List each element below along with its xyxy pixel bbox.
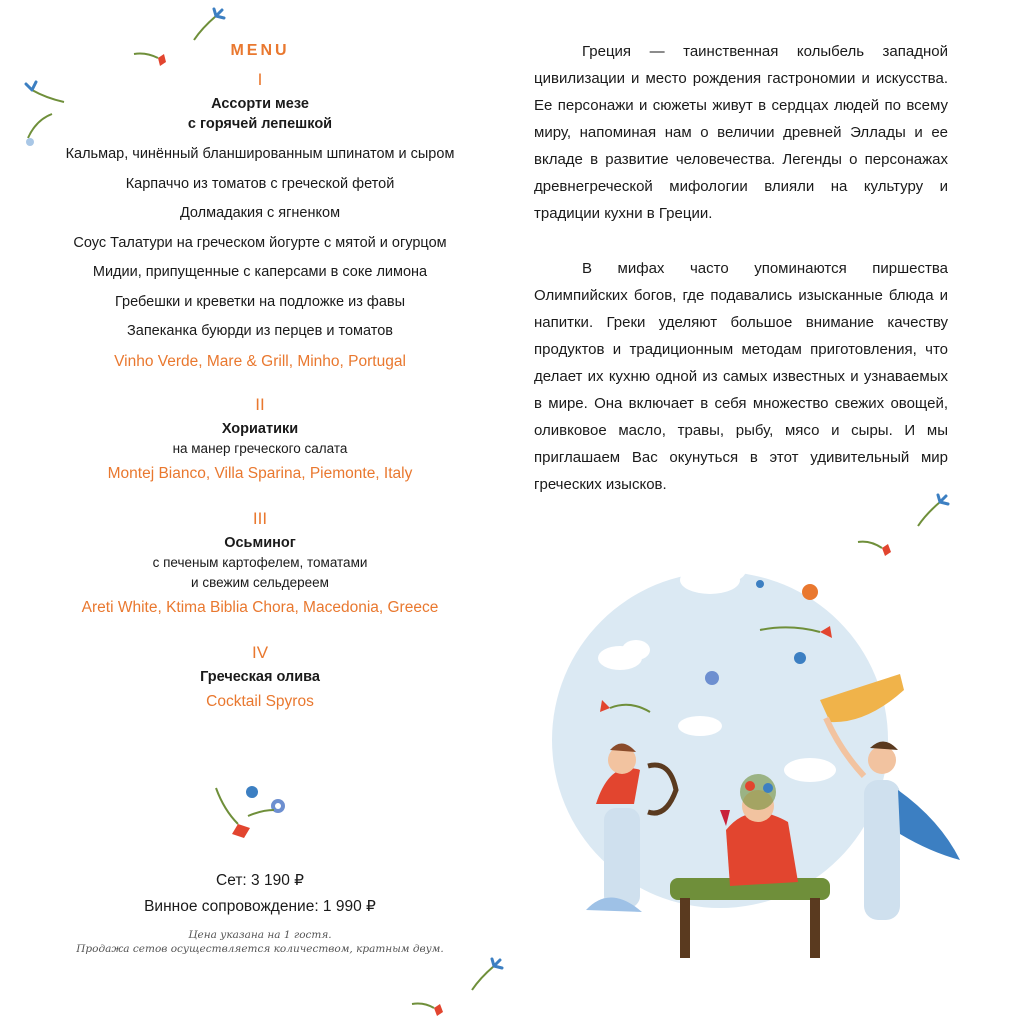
dish-item: Карпаччо из томатов с греческой фетой [125,175,395,192]
set-price: Сет: 3 190 ₽ [216,872,304,889]
wine-pairing-price: Винное сопровождение: 1 990 ₽ [144,898,376,915]
course-description: на манер греческого салата [172,440,348,456]
price-note: Продажа сетов осуществляется количеством, кратным двум. [76,943,444,955]
intro-text [534,38,948,526]
wine-pairing: Montej Bianco, Villa Sparina, Piemonte, Italy [107,464,413,482]
course-title: Хориатики [221,420,299,437]
menu-column [20,36,500,737]
flower-bouquet-icon [208,780,292,844]
course-title: Греческая олива [200,668,320,685]
flower-sprig-icon [22,80,72,150]
course-title: Осьминог [224,534,296,551]
flower-sprig-icon [466,956,506,996]
intro-paragraph: В мифах часто упоминаются пиршества Олимпийских богов, где подавались изысканные блюда и напитки. Греки уделяют большое внимание качеству продуктов и традиционным методам приготовления, что делает их кухню одной из самых известных и узнаваемых в мире. Она включает в себя множество свежих овощей, оливковое масло, травы, рыбу, мясо и сыры. И мы приглашаем Вас окунуться в этот удивительный мир греческих изысков. [534,260,948,493]
dish-item: Кальмар, чинённый бланшированным шпинатом и сыром [65,146,455,162]
course-numeral: I [257,70,263,89]
flower-sprig-icon [132,44,172,74]
price-note: Цена указана на 1 гостя. [188,929,332,941]
course-description: с печеным картофелем, томатами [152,554,368,570]
greek-feast-illustration [520,540,980,990]
price-block [20,868,500,956]
flower-sprig-icon [912,492,952,532]
flower-sprig-icon [410,996,450,1022]
dish-item: Запеканка буюрди из перцев и томатов [127,323,393,339]
dish-item: Гребешки и креветки на подложке из фавы [114,293,406,310]
course-title: Ассорти мезе с горячей лепешкой [187,96,333,132]
dish-item: Мидии, припущенные с каперсами в соке лимона [92,264,428,280]
wine-pairing: Vinho Verde, Mare & Grill, Minho, Portugal [114,352,406,370]
wine-pairing: Areti White, Ktima Biblia Chora, Macedonia, Greece [81,598,439,616]
course-3 [20,509,500,619]
dish-item: Соус Талатури на греческом йогурте с мятой и огурцом [73,234,447,251]
course-1 [20,70,500,373]
dish-item: Долмадакия с ягненком [179,205,341,221]
course-numeral: IV [251,642,269,662]
flower-sprig-icon [186,6,226,46]
intro-paragraph: Греция — таинственная колыбель западной цивилизации и место рождения гастрономии и искусства. Ее персонажи и сюжеты живут в сердцах людей по всему миру, напоминая нам о величии древней Эллады и ее вкладе в развитие человечества. Легенды о персонажах древнегреческой мифологии влияли на культуру и традиции кухни в Греции. [534,43,948,222]
course-description: и свежим сельдереем [191,574,329,590]
course-4 [20,643,500,713]
wine-pairing: Cocktail Spyros [206,692,314,710]
menu-title: MENU [230,42,290,59]
course-numeral: III [252,508,268,528]
course-2 [20,395,500,485]
course-numeral: II [255,394,265,414]
